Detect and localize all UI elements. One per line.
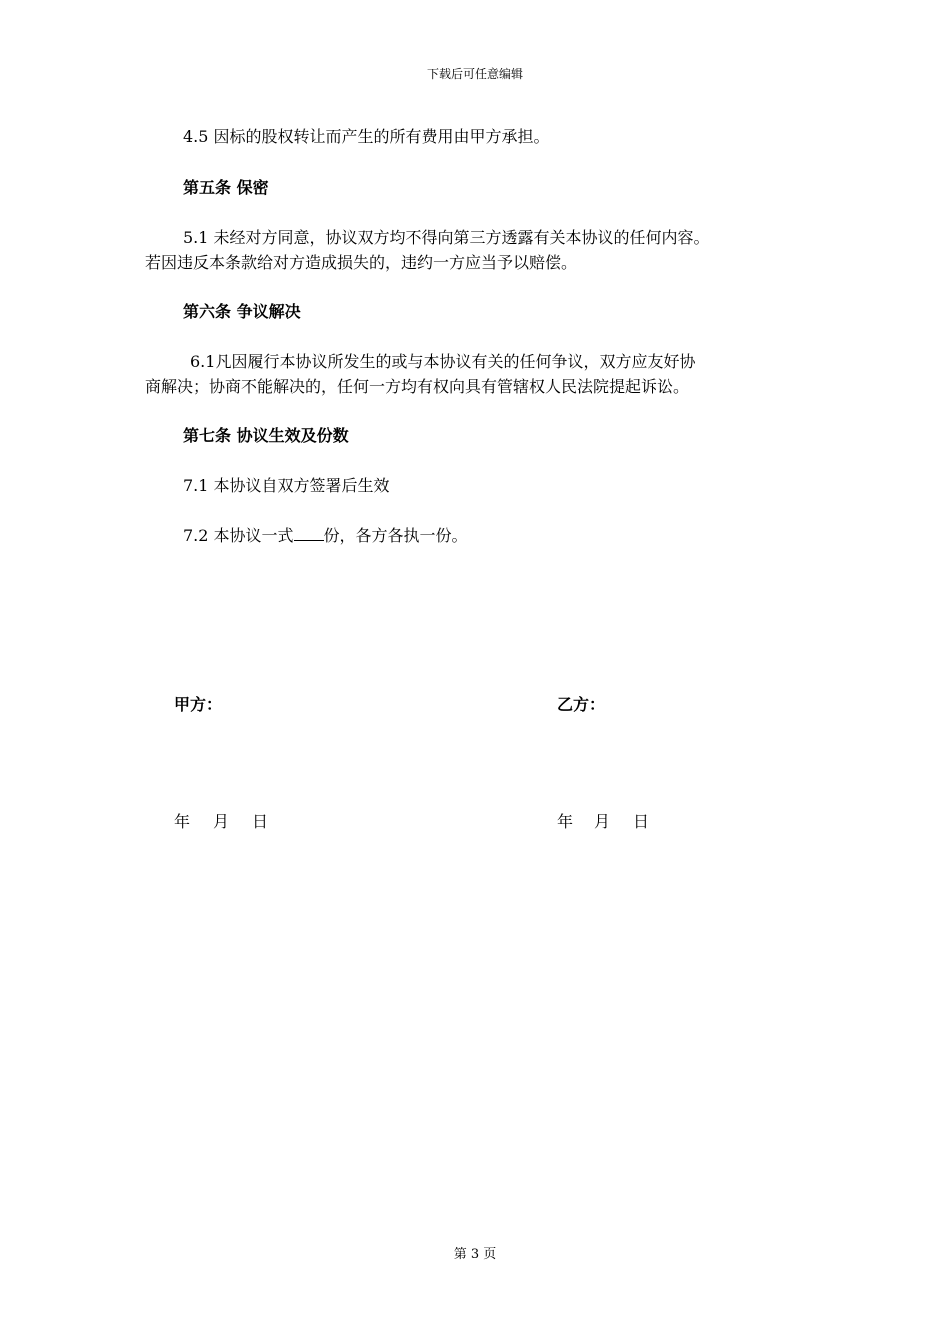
clause-7-2-after: 份，各方各执一份。 (323, 526, 468, 545)
party-b-label: 乙方： (557, 695, 606, 714)
date-day-label: 日 (252, 812, 269, 831)
page-header: 下载后可任意编辑 (426, 67, 523, 81)
clause-7-1: 7.1 本协议自双方签署后生效 (183, 476, 390, 495)
clause-7-2-before: 7.2 本协议一式 (183, 526, 294, 545)
date-year-label: 年 (174, 812, 191, 831)
article-5-title: 第五条 保密 (183, 178, 269, 197)
party-a-date (174, 812, 268, 832)
clause-5-1-line-2: 若因违反本条款给对方造成损失的，违约一方应当予以赔偿。 (145, 253, 578, 272)
clause-6-1-line-2: 商解决；协商不能解决的，任何一方均有权向具有管辖权人民法院提起诉讼。 (145, 377, 690, 396)
copies-blank (294, 525, 324, 541)
clause-6-1-line-1: 6.1凡因履行本协议所发生的或与本协议有关的任何争议，双方应友好协 (190, 352, 696, 371)
article-7-title: 第七条 协议生效及份数 (183, 426, 349, 445)
party-a-label: 甲方： (174, 695, 223, 714)
article-6-title: 第六条 争议解决 (183, 302, 301, 321)
date-month-label: 月 (594, 812, 611, 831)
clause-7-2 (183, 525, 468, 546)
clause-5-1-line-1: 5.1 未经对方同意，协议双方均不得向第三方透露有关本协议的任何内容。 (183, 228, 710, 247)
date-year-label: 年 (557, 812, 574, 831)
date-month-label: 月 (213, 812, 230, 831)
clause-4-5: 4.5 因标的股权转让而产生的所有费用由甲方承担。 (183, 127, 550, 146)
party-b-date (557, 812, 649, 832)
date-day-label: 日 (633, 812, 650, 831)
page-footer: 第 3 页 (453, 1247, 497, 1262)
